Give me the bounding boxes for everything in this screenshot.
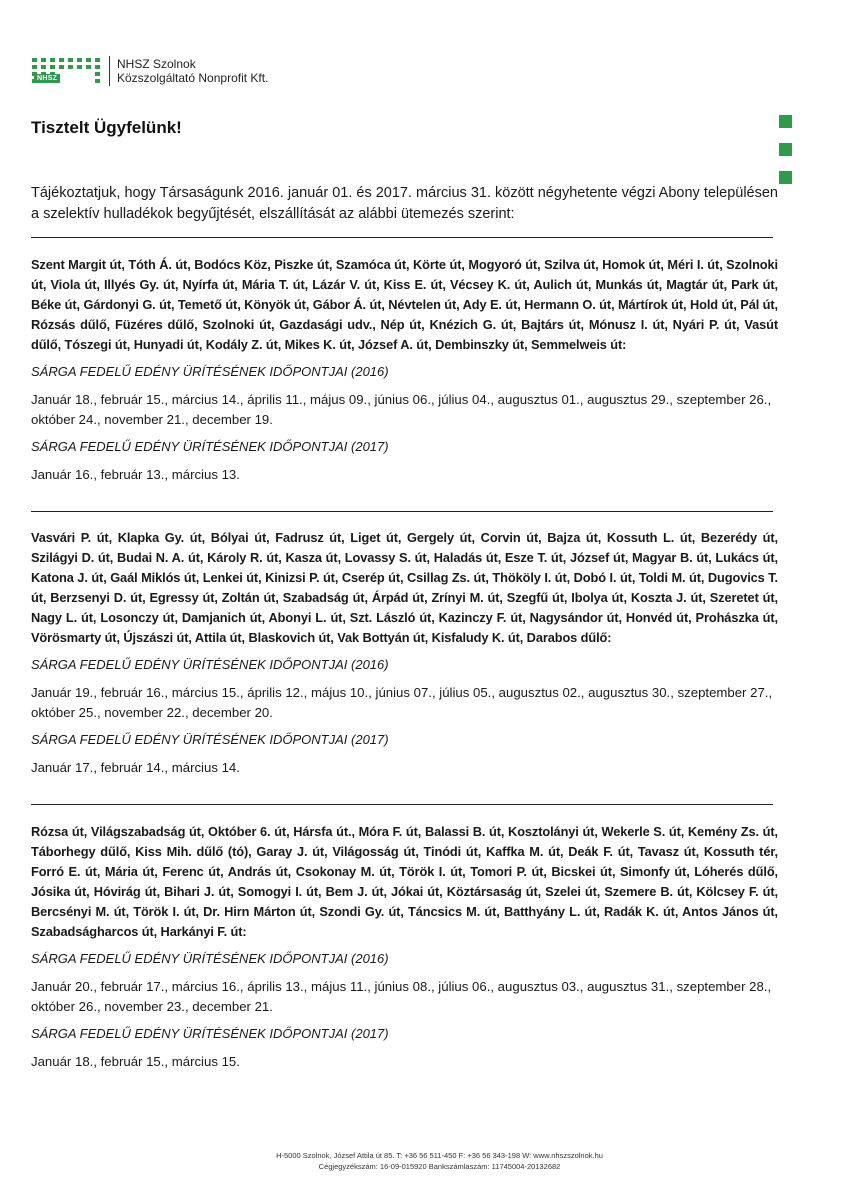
schedule-label-2016: SÁRGA FEDELŰ EDÉNY ÜRÍTÉSÉNEK IDŐPONTJAI (2016) bbox=[31, 364, 389, 379]
schedule-label-2017: SÁRGA FEDELŰ EDÉNY ÜRÍTÉSÉNEK IDŐPONTJAI (2017) bbox=[31, 439, 389, 454]
org-name-line1: NHSZ Szolnok bbox=[117, 57, 196, 71]
schedule-dates-2016: Január 18., február 15., március 14., április 11., május 09., június 06., július 04., augusztus 01., augusztus 29., szeptember 26., október 24., november 21., december 19. bbox=[31, 392, 772, 427]
schedule-dates-2017: Január 18., február 15., március 15. bbox=[31, 1054, 240, 1069]
decorative-square bbox=[779, 115, 792, 128]
footer-registration: Cégjegyzékszám: 16-09-015920 Bankszámlaszám: 11745004-20132682 bbox=[318, 1162, 561, 1171]
decorative-square bbox=[779, 143, 792, 156]
greeting-heading: Tisztelt Ügyfelünk! bbox=[31, 118, 182, 137]
schedule-dates-2016: Január 19., február 16., március 15., április 12., május 10., június 07., július 05., augusztus 02., augusztus 30., szeptember 27., október 25., november 22., december 20. bbox=[31, 685, 773, 720]
schedule-label-2016: SÁRGA FEDELŰ EDÉNY ÜRÍTÉSÉNEK IDŐPONTJAI (2016) bbox=[31, 951, 389, 966]
schedule-label-2016: SÁRGA FEDELŰ EDÉNY ÜRÍTÉSÉNEK IDŐPONTJAI (2016) bbox=[31, 657, 389, 672]
schedule-label-2017: SÁRGA FEDELŰ EDÉNY ÜRÍTÉSÉNEK IDŐPONTJAI (2017) bbox=[31, 1026, 389, 1041]
footer-contact: H-5000 Szolnok, József Attila út 85. T: +36 56 511-450 F: +36 56 343-198 W: www.nhszszolnok.hu bbox=[276, 1151, 603, 1160]
schedule-dates-2017: Január 16., február 13., március 13. bbox=[31, 467, 240, 482]
section-divider bbox=[31, 511, 773, 512]
intro-paragraph: Tájékoztatjuk, hogy Társaságunk 2016. január 01. és 2017. március 31. között négyhetente végzi Abony településen a szelektív hulladékok begyűjtését, elszállítását az alábbi ütemezés szerint: bbox=[31, 185, 778, 222]
decorative-square bbox=[779, 171, 792, 184]
logo-divider bbox=[109, 56, 110, 86]
schedule-section bbox=[31, 822, 778, 1078]
section-divider bbox=[31, 237, 773, 238]
schedule-dates-2017: Január 17., február 14., március 14. bbox=[31, 760, 240, 775]
schedule-label-2017: SÁRGA FEDELŰ EDÉNY ÜRÍTÉSÉNEK IDŐPONTJAI (2017) bbox=[31, 732, 389, 747]
street-list: Szent Margit út, Tóth Á. út, Bodócs Köz, Piszke út, Szamóca út, Körte út, Mogyoró út, Szilva út, Homok út, Méri I. út, Szolnoki út, Viola út, Illyés Gy. út, Nyírfa út, Mária T. út, Lázár V. út, Kiss E. út, Vécsey K. út, Aulich út, Munkás út, Magtár út, Park út, Béke út, Gárdonyi G. út, Temető út, Könyök út, Gábor Á. út, Névtelen út, Ady E. út, Hermann O. út, Mártírok út, Hold út, Pál út, Rózsás dűlő, Füzéres dűlő, Szolnoki út, Gazdasági udv., Nép út, Knézich G. út, Bajtárs út, Mónusz I. út, Nyári P. út, Vasút dűlő, Tószegi út, Hunyadi út, Kodály Z. út, Mikes K. út, József A. út, Dembinszky út, Semmelweis út: bbox=[31, 257, 778, 352]
street-list: Rózsa út, Világszabadság út, Október 6. út, Hársfa út., Móra F. út, Balassi B. út, Kosztolányi út, Wekerle S. út, Kemény Zs. út, Táborhegy dűlő, Kiss Mih. dűlő (tó), Garay J. út, Világosság út, Tinódi út, Kaffka M. út, Deák F. út, Tavasz út, Kossuth tér, Forró E. út, Mária út, Ferenc út, András út, Csokonay M. út, Török I. út, Tomori P. út, Bicskei út, Simonfy út, Lóherés dűlő, Jósika út, Hóvirág út, Bihari J. út, Somogyi I. út, Bem J. út, Jókai út, Köztársaság út, Szelei út, Szemere B. út, Kölcsey F. út, Bercsényi M. út, Török I. út, Dr. Hirn Márton út, Szondi Gy. út, Táncsics M. út, Batthyány L. út, Radák K. út, Antos János út, Szabadságharcos út, Harkányi F. út: bbox=[31, 824, 778, 939]
schedule-section bbox=[31, 255, 778, 491]
page-footer bbox=[0, 1150, 849, 1172]
section-divider bbox=[31, 804, 773, 805]
company-logo bbox=[32, 56, 268, 86]
org-name-line2: Közszolgáltató Nonprofit Kft. bbox=[117, 71, 269, 85]
org-name bbox=[117, 57, 268, 85]
schedule-dates-2016: Január 20., február 17., március 16., április 13., május 11., június 08., július 06., augusztus 03., augusztus 31., szeptember 28., október 26., november 23., december 21. bbox=[31, 979, 772, 1014]
schedule-section bbox=[31, 528, 778, 784]
logo-badge: NHSZ bbox=[34, 74, 60, 83]
street-list: Vasvári P. út, Klapka Gy. út, Bólyai út, Fadrusz út, Liget út, Gergely út, Corvin út, Bajza út, Kossuth L. út, Bezerédy út, Szilágyi D. út, Budai N. A. út, Károly R. út, Kasza út, Lovassy S. út, Haladás út, Esze T. út, József út, Magyar B. út, Lukács út, Katona J. út, Gaál Miklós út, Lenkei út, Kinizsi P. út, Cserép út, Csillag Zs. út, Thököly I. út, Dobó I. út, Toldi M. út, Dugovics T. út, Berzsenyi D. út, Egressy út, Zoltán út, Szabadság út, Árpád út, Zrínyi M. út, Szegfű út, Ibolya út, Koszta J. út, Szeretet út, Nagy L. út, Losonczy út, Damjanich út, Abonyi L. út, Szt. László út, Kazinczy F. út, Nagysándor út, Honvéd út, Prohászka út, Vörösmarty út, Újszászi út, Attila út, Blaskovich út, Vak Bottyán út, Kisfaludy K. út, Darabos dűlő: bbox=[31, 530, 778, 645]
